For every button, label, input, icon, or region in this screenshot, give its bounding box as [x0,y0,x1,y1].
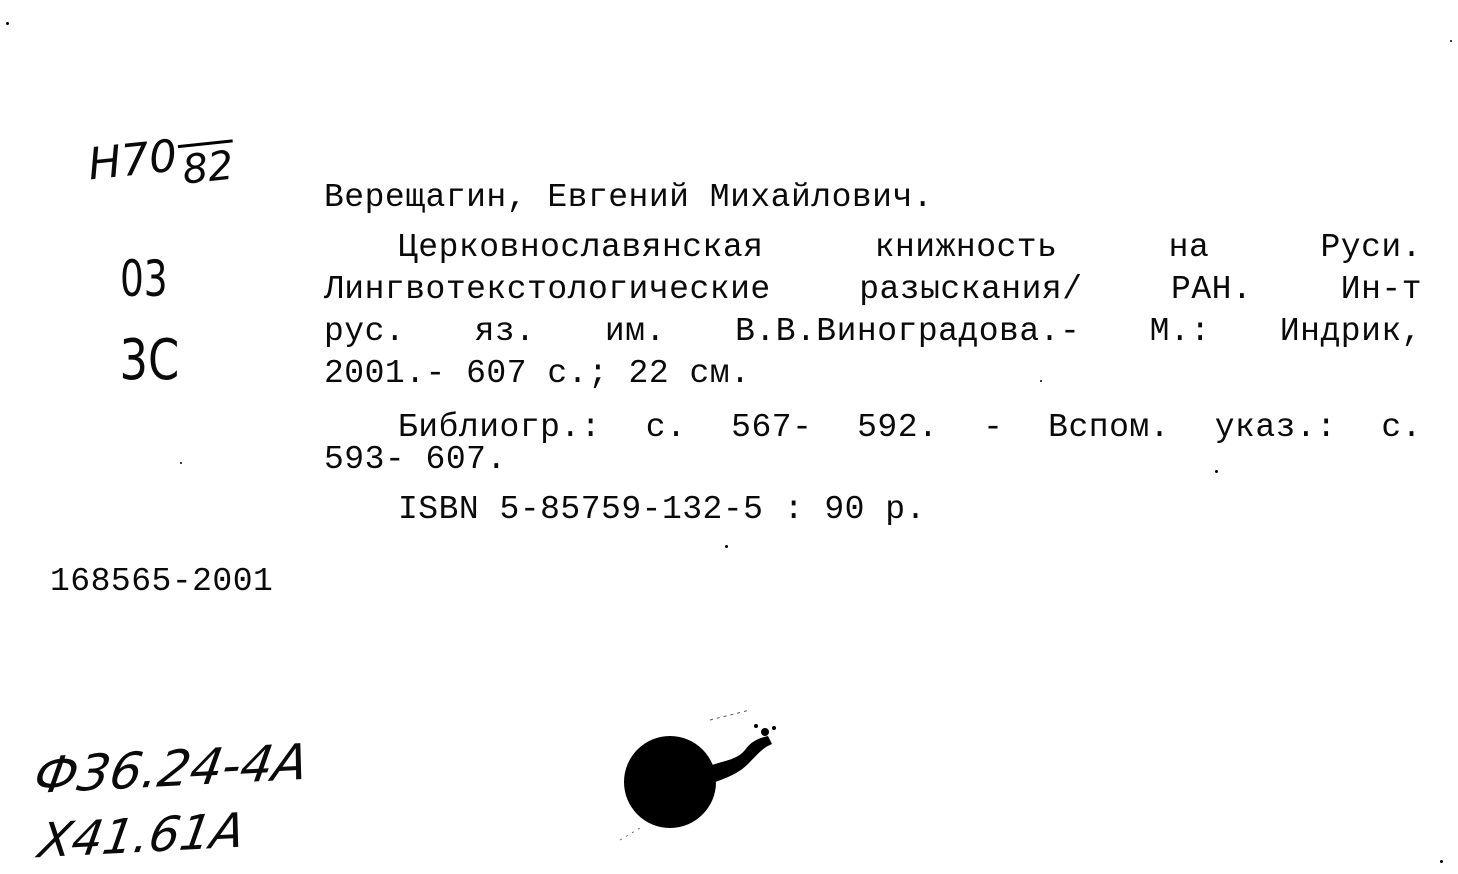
call-number-line2: 03 [119,250,168,308]
scan-speck [1450,40,1452,42]
notes-word: с. [1381,409,1422,446]
title-line-3 [324,312,1422,352]
title-word: яз. [474,313,536,350]
shelf-code-line2: Х41.61А [34,802,249,870]
notes-word: Вспом. [1048,409,1170,446]
title-word: рус. [324,313,406,350]
title-word: Индрик, [1279,313,1422,350]
title-word: В.В.Виноградова.- [735,313,1081,350]
notes-word: - [983,409,1004,446]
notes-word: с. [645,409,687,446]
call-number-line3: 3С [119,328,180,393]
call-number-line1 [85,125,237,194]
call-number-prefix: Н70 [85,130,180,191]
notes-word: 567- [731,409,813,446]
punch-hole-mark [600,690,820,860]
title-word: Лингвотекстологические [324,271,771,308]
isbn-line: ISBN 5-85759-132-5 : 90 р. [398,491,926,528]
title-word: Церковнославянская [398,229,764,266]
scan-speck [725,545,728,548]
notes-line-1 [398,408,1422,448]
title-line-2 [324,270,1422,310]
title-line-4: 2001.- 607 с.; 22 см. [324,355,751,392]
title-word: Ин-т [1340,271,1422,308]
title-word: М.: [1149,313,1211,350]
scan-speck [1215,470,1218,473]
notes-word: указ.: [1214,409,1337,446]
scan-speck [180,462,182,464]
title-word: Руси. [1320,229,1422,266]
notes-word: 592. [857,409,939,446]
title-word: им. [604,313,666,350]
scan-speck [1440,860,1443,863]
title-line-1 [398,228,1422,268]
title-word: книжность [874,229,1058,266]
call-number-sub: 82 [178,139,238,193]
inventory-number: 168565-2001 [50,563,274,600]
notes-line-2: 593- 607. [324,441,507,478]
author-line: Верещагин, Евгений Михайлович. [324,179,934,216]
notes-word: Библиогр.: [398,409,602,446]
shelf-code-line1: Ф36.24-4А [30,732,313,806]
scan-speck [6,22,9,25]
scan-speck [1040,380,1042,382]
title-word: разыскания/ [859,271,1083,308]
title-word: РАН. [1171,271,1253,308]
title-word: на [1168,229,1210,266]
